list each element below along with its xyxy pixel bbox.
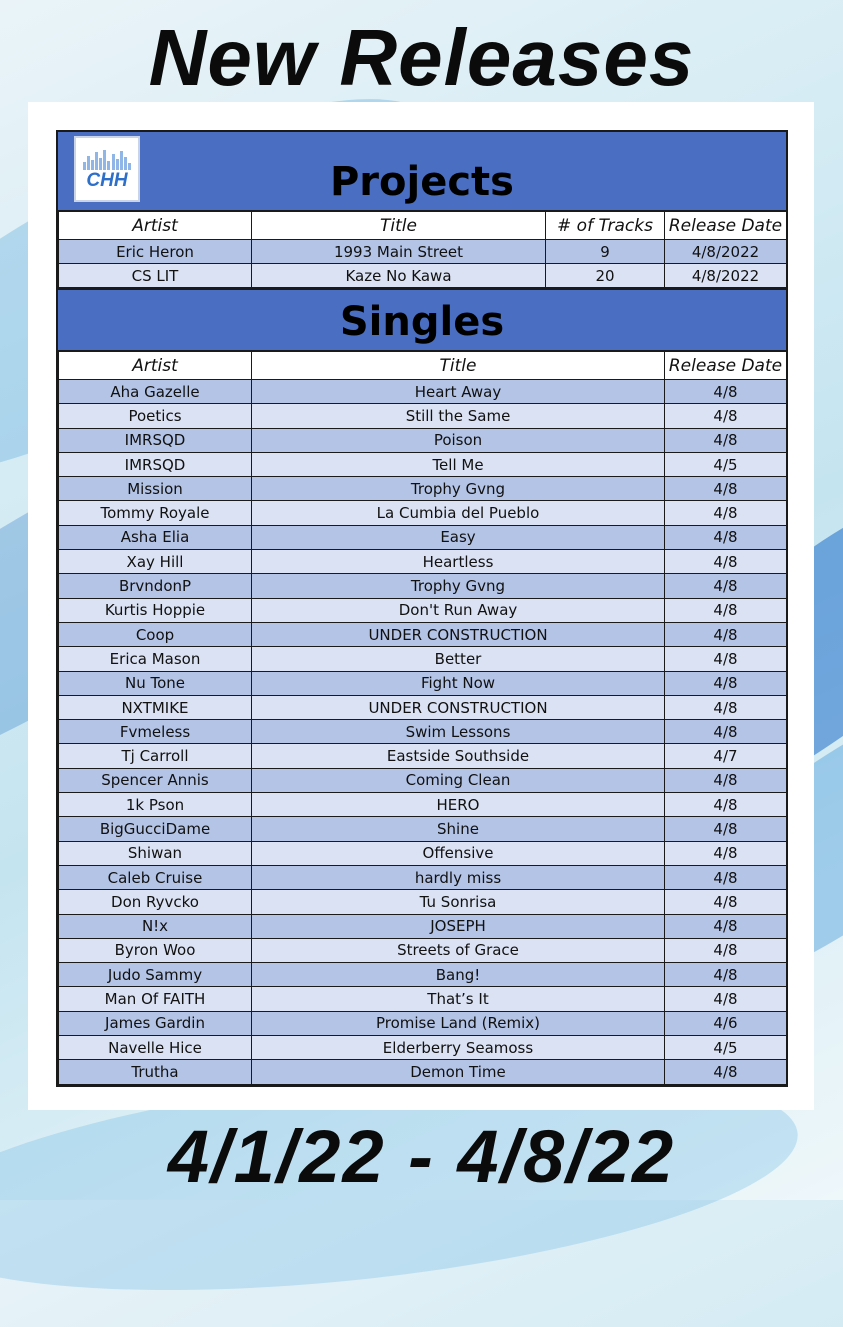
title-cell: Eastside Southside xyxy=(252,744,665,768)
release-date-cell: 4/8/2022 xyxy=(665,240,787,264)
title-cell: Tell Me xyxy=(252,452,665,476)
artist-cell: Shiwan xyxy=(59,841,252,865)
table-row xyxy=(59,963,787,987)
artist-cell: Tj Carroll xyxy=(59,744,252,768)
artist-cell: Poetics xyxy=(59,404,252,428)
artist-cell: IMRSQD xyxy=(59,452,252,476)
table-row xyxy=(59,477,787,501)
release-date-cell: 4/8 xyxy=(665,865,787,889)
artist-cell: Mission xyxy=(59,477,252,501)
title-cell: Coming Clean xyxy=(252,768,665,792)
table-row xyxy=(59,452,787,476)
release-date-cell: 4/8 xyxy=(665,963,787,987)
title-cell: Streets of Grace xyxy=(252,938,665,962)
artist-cell: IMRSQD xyxy=(59,428,252,452)
release-date-cell: 4/8 xyxy=(665,404,787,428)
column-header-artist: Artist xyxy=(59,352,252,380)
artist-cell: N!x xyxy=(59,914,252,938)
table-row xyxy=(59,264,787,288)
artist-cell: Fvmeless xyxy=(59,720,252,744)
table-row xyxy=(59,404,787,428)
artist-cell: BrvndonP xyxy=(59,574,252,598)
table-row xyxy=(59,380,787,404)
release-date-cell: 4/8 xyxy=(665,938,787,962)
title-cell: UNDER CONSTRUCTION xyxy=(252,622,665,646)
table-row xyxy=(59,720,787,744)
artist-cell: BigGucciDame xyxy=(59,817,252,841)
release-date-cell: 4/8 xyxy=(665,841,787,865)
artist-cell: Asha Elia xyxy=(59,525,252,549)
artist-cell: Xay Hill xyxy=(59,550,252,574)
singles-header xyxy=(58,288,786,351)
table-row xyxy=(59,695,787,719)
title-cell: Don't Run Away xyxy=(252,598,665,622)
title-cell: Heartless xyxy=(252,550,665,574)
artist-cell: CS LIT xyxy=(59,264,252,288)
column-header-title: Title xyxy=(252,352,665,380)
title-cell: Promise Land (Remix) xyxy=(252,1011,665,1035)
title-cell: Fight Now xyxy=(252,671,665,695)
table-row xyxy=(59,647,787,671)
table-row xyxy=(59,240,787,264)
table-row xyxy=(59,865,787,889)
title-cell: Shine xyxy=(252,817,665,841)
artist-cell: Judo Sammy xyxy=(59,963,252,987)
table-row xyxy=(59,987,787,1011)
release-date-cell: 4/8 xyxy=(665,525,787,549)
release-date-cell: 4/5 xyxy=(665,1036,787,1060)
table-row xyxy=(59,428,787,452)
artist-cell: Nu Tone xyxy=(59,671,252,695)
tracks-cell: 9 xyxy=(546,240,665,264)
title-cell: La Cumbia del Pueblo xyxy=(252,501,665,525)
release-date-cell: 4/8 xyxy=(665,987,787,1011)
column-header-title: Title xyxy=(252,212,546,240)
artist-cell: Trutha xyxy=(59,1060,252,1084)
singles-table xyxy=(58,351,787,1085)
projects-table xyxy=(58,211,787,288)
singles-title: Singles xyxy=(339,299,505,345)
artist-cell: Don Ryvcko xyxy=(59,890,252,914)
artist-cell: Coop xyxy=(59,622,252,646)
table-header-row xyxy=(59,212,787,240)
title-cell: Better xyxy=(252,647,665,671)
release-sheet xyxy=(56,130,788,1087)
release-date-cell: 4/8 xyxy=(665,768,787,792)
title-cell: Bang! xyxy=(252,963,665,987)
artist-cell: Spencer Annis xyxy=(59,768,252,792)
release-date-cell: 4/8 xyxy=(665,550,787,574)
title-cell: Offensive xyxy=(252,841,665,865)
column-header-release-date: Release Date xyxy=(665,352,787,380)
release-card xyxy=(28,102,814,1110)
release-date-cell: 4/8 xyxy=(665,622,787,646)
release-date-cell: 4/8 xyxy=(665,598,787,622)
table-row xyxy=(59,793,787,817)
release-date-cell: 4/8 xyxy=(665,574,787,598)
release-date-cell: 4/8 xyxy=(665,914,787,938)
artist-cell: Caleb Cruise xyxy=(59,865,252,889)
release-date-cell: 4/8 xyxy=(665,647,787,671)
title-cell: UNDER CONSTRUCTION xyxy=(252,695,665,719)
table-header-row xyxy=(59,352,787,380)
logo-text: CHH xyxy=(86,170,128,191)
release-date-cell: 4/8 xyxy=(665,890,787,914)
table-row xyxy=(59,768,787,792)
table-row xyxy=(59,914,787,938)
table-row xyxy=(59,501,787,525)
table-row xyxy=(59,598,787,622)
title-cell: Trophy Gvng xyxy=(252,477,665,501)
release-date-cell: 4/5 xyxy=(665,452,787,476)
artist-cell: James Gardin xyxy=(59,1011,252,1035)
table-row xyxy=(59,1036,787,1060)
title-cell: Tu Sonrisa xyxy=(252,890,665,914)
title-cell: Swim Lessons xyxy=(252,720,665,744)
title-cell: Demon Time xyxy=(252,1060,665,1084)
chh-logo xyxy=(74,136,140,202)
title-cell: HERO xyxy=(252,793,665,817)
date-range: 4/1/22 - 4/8/22 xyxy=(167,1115,676,1198)
release-date-cell: 4/8/2022 xyxy=(665,264,787,288)
table-row xyxy=(59,550,787,574)
column-header-artist: Artist xyxy=(59,212,252,240)
projects-title: Projects xyxy=(329,159,514,205)
table-row xyxy=(59,744,787,768)
title-cell: hardly miss xyxy=(252,865,665,889)
release-date-cell: 4/8 xyxy=(665,1060,787,1084)
projects-header xyxy=(58,132,786,211)
artist-cell: NXTMIKE xyxy=(59,695,252,719)
artist-cell: Aha Gazelle xyxy=(59,380,252,404)
table-row xyxy=(59,1011,787,1035)
title-cell: Still the Same xyxy=(252,404,665,428)
release-date-cell: 4/8 xyxy=(665,720,787,744)
release-date-cell: 4/8 xyxy=(665,380,787,404)
artist-cell: Byron Woo xyxy=(59,938,252,962)
column-header-release-date: Release Date xyxy=(665,212,787,240)
title-cell: That’s It xyxy=(252,987,665,1011)
release-date-cell: 4/8 xyxy=(665,501,787,525)
table-row xyxy=(59,817,787,841)
title-cell: Trophy Gvng xyxy=(252,574,665,598)
title-cell: 1993 Main Street xyxy=(252,240,546,264)
table-row xyxy=(59,890,787,914)
release-date-cell: 4/8 xyxy=(665,477,787,501)
title-cell: Kaze No Kawa xyxy=(252,264,546,288)
release-date-cell: 4/8 xyxy=(665,695,787,719)
artist-cell: Tommy Royale xyxy=(59,501,252,525)
artist-cell: Man Of FAITH xyxy=(59,987,252,1011)
equalizer-icon xyxy=(83,148,131,170)
table-row xyxy=(59,574,787,598)
table-row xyxy=(59,622,787,646)
artist-cell: 1k Pson xyxy=(59,793,252,817)
title-cell: Heart Away xyxy=(252,380,665,404)
table-row xyxy=(59,1060,787,1084)
artist-cell: Kurtis Hoppie xyxy=(59,598,252,622)
artist-cell: Navelle Hice xyxy=(59,1036,252,1060)
release-date-cell: 4/7 xyxy=(665,744,787,768)
table-row xyxy=(59,525,787,549)
page-title: New Releases xyxy=(148,13,695,102)
table-row xyxy=(59,841,787,865)
title-cell: Easy xyxy=(252,525,665,549)
tracks-cell: 20 xyxy=(546,264,665,288)
release-date-cell: 4/8 xyxy=(665,793,787,817)
release-date-cell: 4/8 xyxy=(665,428,787,452)
column-header-tracks: # of Tracks xyxy=(546,212,665,240)
title-cell: Poison xyxy=(252,428,665,452)
table-row xyxy=(59,671,787,695)
release-date-cell: 4/8 xyxy=(665,671,787,695)
release-date-cell: 4/6 xyxy=(665,1011,787,1035)
title-cell: Elderberry Seamoss xyxy=(252,1036,665,1060)
artist-cell: Eric Heron xyxy=(59,240,252,264)
title-cell: JOSEPH xyxy=(252,914,665,938)
table-row xyxy=(59,938,787,962)
release-date-cell: 4/8 xyxy=(665,817,787,841)
artist-cell: Erica Mason xyxy=(59,647,252,671)
